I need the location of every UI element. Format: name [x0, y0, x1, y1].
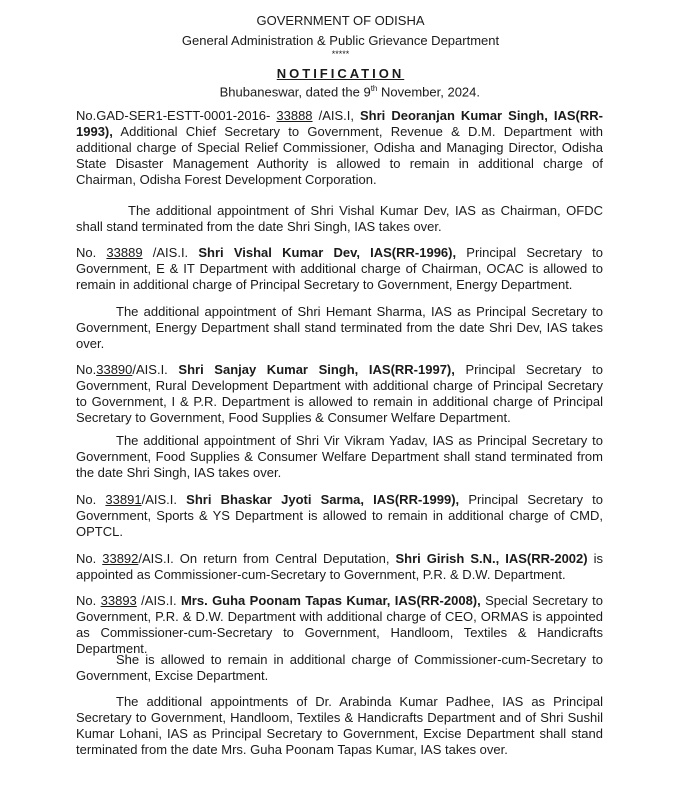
order-text: Principal Secretary to Government, E & IT Department with additional charge of Chairman, OCAC is allowed to remain in additional charge of Principal Secretary to Government, Energy Department.	[76, 245, 604, 292]
order-prefix: No.	[76, 551, 103, 566]
officer-name: Shri Deoranjan Kumar Singh, IAS(RR-1993),	[76, 108, 603, 139]
date-rest: November, 2024.	[377, 84, 480, 100]
order-paragraph-2	[76, 245, 603, 293]
officer-name: Shri Sanjay Kumar Singh, IAS(RR-1997),	[178, 362, 455, 377]
order-number: 33888	[276, 108, 313, 123]
order-paragraph-4	[76, 492, 603, 540]
order-text: Principal Secretary to Government, Rural Development Department with additional charge of Principal Secretary to Government, I & P.R. Department is allowed to remain in additional charge of Principal Secretary to Government, Food Supplies & Consumer Welfare Department.	[76, 362, 604, 425]
order-number: 33892	[102, 551, 139, 566]
termination-paragraph-1: The additional appointment of Shri Vishal Kumar Dev, IAS as Chairman, OFDC shall stand terminated from the date Shri Singh, IAS takes over.	[76, 203, 603, 234]
order-prefix: No.	[76, 245, 107, 260]
date-suffix: th	[370, 84, 378, 93]
order-ref: /AIS.I. On return from Central Deputation,	[138, 551, 396, 566]
officer-name: Mrs. Guha Poonam Tapas Kumar, IAS(RR-2008),	[180, 593, 481, 608]
order-number: 33889	[106, 245, 143, 260]
order-ref: /AIS.I.	[132, 362, 179, 377]
termination-paragraph-3: The additional appointment of Shri Vir Vikram Yadav, IAS as Principal Secretary to Government, Food Supplies & Consumer Welfare Department shall stand terminated from the date Shri Singh, IAS takes over.	[76, 433, 603, 480]
order-text: Additional Chief Secretary to Government, Revenue & D.M. Department with additional charge of Special Relief Commissioner, Odisha and Managing Director, Odisha State Disaster Management Authority is allowed to remain in additional charge of Chairman, Odisha Forest Development Corporation.	[76, 124, 603, 187]
notification-title: NOTIFICATION	[276, 66, 405, 81]
order-paragraph-5	[76, 551, 603, 583]
officer-name: Shri Girish S.N., IAS(RR-2002)	[395, 551, 588, 566]
order-prefix: No.	[76, 492, 106, 507]
place-date	[180, 84, 480, 99]
termination-paragraph-2: The additional appointment of Shri Hemant Sharma, IAS as Principal Secretary to Government, Energy Department shall stand terminated from the date Shri Dev, IAS takes over.	[76, 304, 603, 351]
order-paragraph-1	[76, 108, 603, 188]
order-text: is appointed as Commissioner-cum-Secretary to Government, P.R. & D.W. Department.	[76, 551, 603, 582]
order-ref: /AIS.I.	[141, 492, 187, 507]
order-number: 33891	[105, 492, 142, 507]
termination-paragraph-4: The additional appointments of Dr. Arabinda Kumar Padhee, IAS as Principal Secretary to Government, Handloom, Textiles & Handicrafts Department and of Shri Sushil Kumar Lohani, IAS as Principal Secretary to Government, Excise Department shall stand terminated from the date Mrs. Guha Poonam Tapas Kumar, IAS takes over.	[76, 694, 603, 757]
date-prefix: Bhubaneswar, dated the 9	[219, 84, 371, 100]
order-prefix: No.GAD-SER1-ESTT-0001-2016-	[76, 108, 277, 123]
order-ref: /AIS.I.	[136, 593, 181, 608]
order-ref: /AIS.I,	[312, 108, 361, 123]
department-heading: General Administration & Public Grievance Department	[181, 33, 500, 48]
order-paragraph-3	[76, 362, 603, 426]
order-prefix: No.	[76, 362, 97, 377]
stars-divider: *****	[331, 49, 350, 59]
order-number: 33893	[100, 593, 137, 608]
officer-name: Shri Bhaskar Jyoti Sarma, IAS(RR-1999),	[186, 492, 460, 507]
officer-name: Shri Vishal Kumar Dev, IAS(RR-1996),	[198, 245, 457, 260]
order-prefix: No.	[76, 593, 101, 608]
continuation-paragraph: She is allowed to remain in additional charge of Commissioner-cum-Secretary to Government, Excise Department.	[76, 652, 603, 683]
order-paragraph-6	[76, 593, 603, 657]
order-text: Principal Secretary to Government, Sports & YS Department is allowed to remain in additional charge of CMD, OPTCL.	[76, 492, 604, 539]
order-ref: /AIS.I.	[142, 245, 199, 260]
government-heading: GOVERNMENT OF ODISHA	[256, 13, 425, 28]
order-text: Special Secretary to Government, P.R. & D.W. Department with additional charge of CEO, ORMAS is appointed as Commissioner-cum-Secretary to Government, Handloom, Textiles & Handicrafts Department.	[76, 593, 604, 656]
order-number: 33890	[96, 362, 133, 377]
